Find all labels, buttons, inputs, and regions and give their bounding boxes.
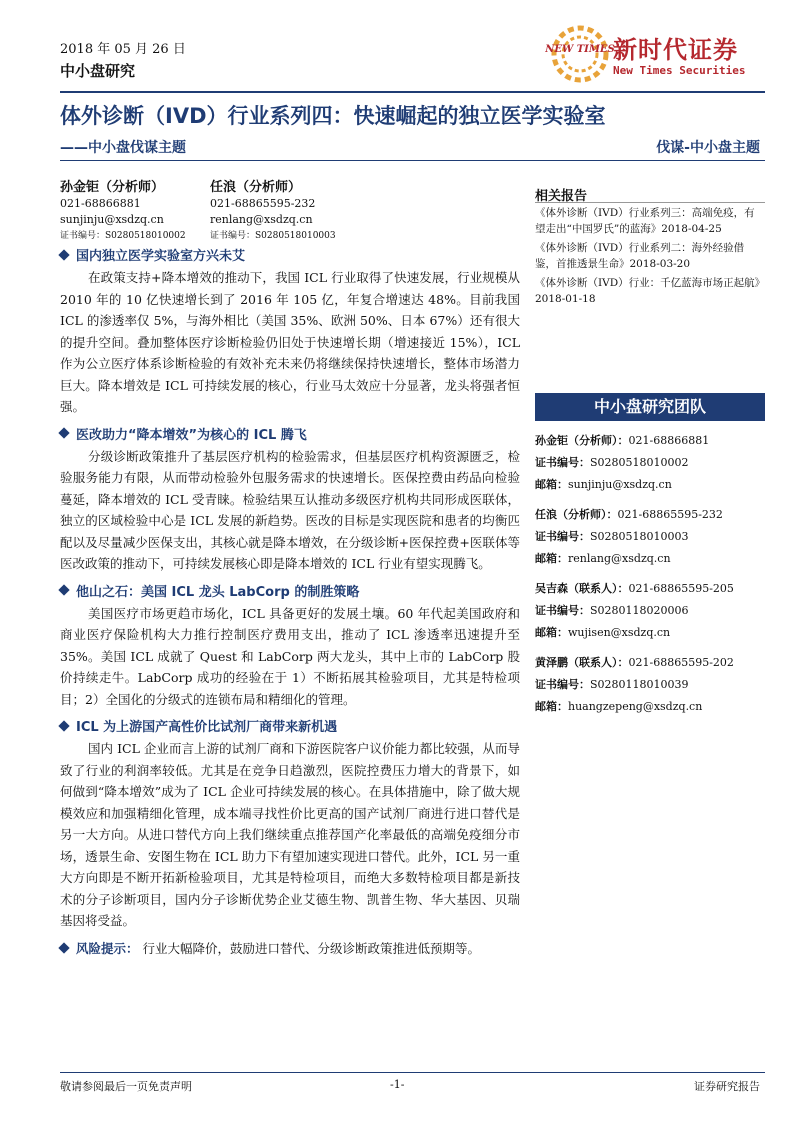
analyst-name: 孙金钜（分析师） xyxy=(60,180,165,195)
team-member: 黄泽鹏（联系人）：021-68865595-202 证书编号：S0280118010039 邮箱：huangzepeng@xsdzq.cn xyxy=(535,656,734,713)
section-heading: ICL 为上游国产高性价比试剂厂商带来新机遇 xyxy=(60,716,520,735)
analyst-name: 任浪（分析师） xyxy=(210,180,302,195)
analyst-phone: 021-68866881 xyxy=(60,197,141,210)
member-email[interactable]: huangzepeng@xsdzq.cn xyxy=(568,700,703,713)
report-date: 2018 年 05 月 26 日 xyxy=(60,42,186,57)
analyst-block-2 xyxy=(210,180,336,244)
related-reports-heading: 相关报告 xyxy=(535,189,588,204)
logo-chinese-name: 新时代证券 xyxy=(613,36,738,64)
report-tag: 伐谋-中小盘主题 xyxy=(656,140,760,156)
analyst-phone: 021-68865595-232 xyxy=(210,197,316,210)
related-divider xyxy=(535,202,765,203)
related-report-link[interactable]: 《体外诊断（IVD）行业：千亿蓝海市场正起航》2018-01-18 xyxy=(535,277,760,305)
diamond-bullet-icon xyxy=(58,427,69,438)
footer-disclaimer: 敬请参阅最后一页免责声明 xyxy=(60,1080,192,1093)
member-email[interactable]: sunjinju@xsdzq.cn xyxy=(568,478,672,491)
analyst-cert: 证书编号：S0280518010002 xyxy=(60,231,186,241)
team-title-bar: 中小盘研究团队 xyxy=(535,393,765,421)
risk-label: 风险提示： xyxy=(76,940,139,956)
related-report-link[interactable]: 《体外诊断（IVD）行业系列二：海外经验借鉴，首推透景生命》2018-03-20 xyxy=(535,242,745,270)
section-heading: 医改助力“降本增效”为核心的 ICL 腾飞 xyxy=(60,424,520,443)
related-report-link[interactable]: 《体外诊断（IVD）行业系列三：高端免疫，有望走出“中国罗氏”的蓝海》2018-04-25 xyxy=(535,207,755,235)
risk-warning xyxy=(60,938,520,959)
title-divider xyxy=(60,160,765,161)
diamond-bullet-icon xyxy=(58,584,69,595)
risk-text: 行业大幅降价，鼓励进口替代、分级诊断政策推进低预期等。 xyxy=(142,940,481,956)
page-number: -1- xyxy=(390,1078,405,1091)
analyst-email: sunjinju@xsdzq.cn xyxy=(60,213,164,226)
report-series: 中小盘研究 xyxy=(60,62,136,80)
section-heading: 国内独立医学实验室方兴未艾 xyxy=(60,245,520,264)
member-email[interactable]: renlang@xsdzq.cn xyxy=(568,552,671,565)
diamond-bullet-icon xyxy=(58,942,69,953)
team-member: 吴吉森（联系人）：021-68865595-205 证书编号：S0280118020006 邮箱：wujisen@xsdzq.cn xyxy=(535,582,734,639)
company-logo xyxy=(545,22,755,94)
analyst-block-1 xyxy=(60,180,186,244)
diamond-bullet-icon xyxy=(58,720,69,731)
section-heading: 他山之石：美国 ICL 龙头 LabCorp 的制胜策略 xyxy=(60,581,520,600)
section-body: 美国医疗市场更趋市场化，ICL 具备更好的发展土壤。60 年代起美国政府和商业医疗保险机构大力推行控制医疗费用支出，推动了 ICL 渗透率迅速提升至 35%。美国 ICL 成就了 Quest 和 LabCorp 两大龙头，其中上市的 LabCorp 股价持续走牛。LabCorp 成功的经验在于 1）不断拓展其检验项目，尤其是特检项目；2）全国化的分级式的连锁布局和精细化的管理。 xyxy=(60,605,520,707)
analyst-cert: 证书编号：S0280518010003 xyxy=(210,231,336,241)
report-title: 体外诊断（IVD）行业系列四：快速崛起的独立医学实验室 xyxy=(60,104,606,128)
main-content xyxy=(60,245,520,959)
footer-divider xyxy=(60,1072,765,1073)
team-member: 任浪（分析师）：021-68865595-232 证书编号：S0280518010003 邮箱：renlang@xsdzq.cn xyxy=(535,508,723,565)
report-subtitle: ——中小盘伐谋主题 xyxy=(60,140,186,156)
member-email[interactable]: wujisen@xsdzq.cn xyxy=(568,626,671,639)
logo-english-name: New Times Securities xyxy=(613,64,746,77)
team-list xyxy=(535,430,765,726)
logo-mark-text: NEW TIMES xyxy=(545,44,615,55)
section-body: 分级诊断政策推升了基层医疗机构的检验需求，但基层医疗机构资源匮乏，检验服务能力有限，从而带动检验外包服务需求的快速增长。医保控费由药品向检验蔓延，降本增效的 ICL 受青睐。检验结果互认推动多级医疗机构共同形成医联体，独立的区域检验中心是 ICL 发展的新趋势。医改的目标是实现医院和患者的均衡匹配以及尽量减少医保支出，其核心就是降本增效，在分级诊断+医保控费+医联体等医改政策的推动下，可持续发展核心即是降本增效的 ICL 行业有望实现腾飞。 xyxy=(60,448,520,571)
footer-doc-type: 证券研究报告 xyxy=(694,1080,760,1093)
header-divider xyxy=(60,91,765,93)
section-body: 国内 ICL 企业而言上游的试剂厂商和下游医院客户议价能力都比较强，从而导致了行业的利润率较低。尤其是在竞争日趋激烈，医院控费压力增大的背景下，如何做到“降本增效”成为了 ICL 企业可持续发展的核心。在具体措施中，除了做大规模效应和加强精细化管理，成本端寻找性价比更高的国产试剂厂商进行进口替代是另一大方向。从进口替代方向上我们继续重点推荐国产化率最低的高端免疫细分市场，透景生命、安图生物在 ICL 助力下有望加速实现进口替代。此外，ICL 另一重大方向即是不断开拓新检验项目，尤其是特检项目，而绝大多数特检项目都是新技术的分子诊断项目，国内分子诊断优势企业艾德生物、凯普生物、华大基因、贝瑞基因将受益。 xyxy=(60,741,520,928)
new-times-emblem-icon xyxy=(545,24,615,90)
diamond-bullet-icon xyxy=(58,249,69,260)
related-reports-list xyxy=(535,205,765,310)
section-body: 在政策支持+降本增效的推动下，我国 ICL 行业取得了快速发展，行业规模从 2010 年的 10 亿快速增长到了 2016 年 105 亿，年复合增速达 48%。目前我国 ICL 的渗透率仅 5%，与海外相比（美国 35%、欧洲 50%、日本 67%）还有很大的提升空间。叠加整体医疗诊断检验仍旧处于快速增长期（增速接近 15%），ICL 作为公立医疗体系诊断检验的有效补充未来仍将继续保持快速增长，整体市场潜力巨大。降本增效是 ICL 可持续发展的核心，行业马太效应十分显著，龙头将强者恒强。 xyxy=(60,270,520,414)
team-member: 孙金钜（分析师）：021-68866881 证书编号：S0280518010002 邮箱：sunjinju@xsdzq.cn xyxy=(535,434,710,491)
analyst-email: renlang@xsdzq.cn xyxy=(210,213,313,226)
